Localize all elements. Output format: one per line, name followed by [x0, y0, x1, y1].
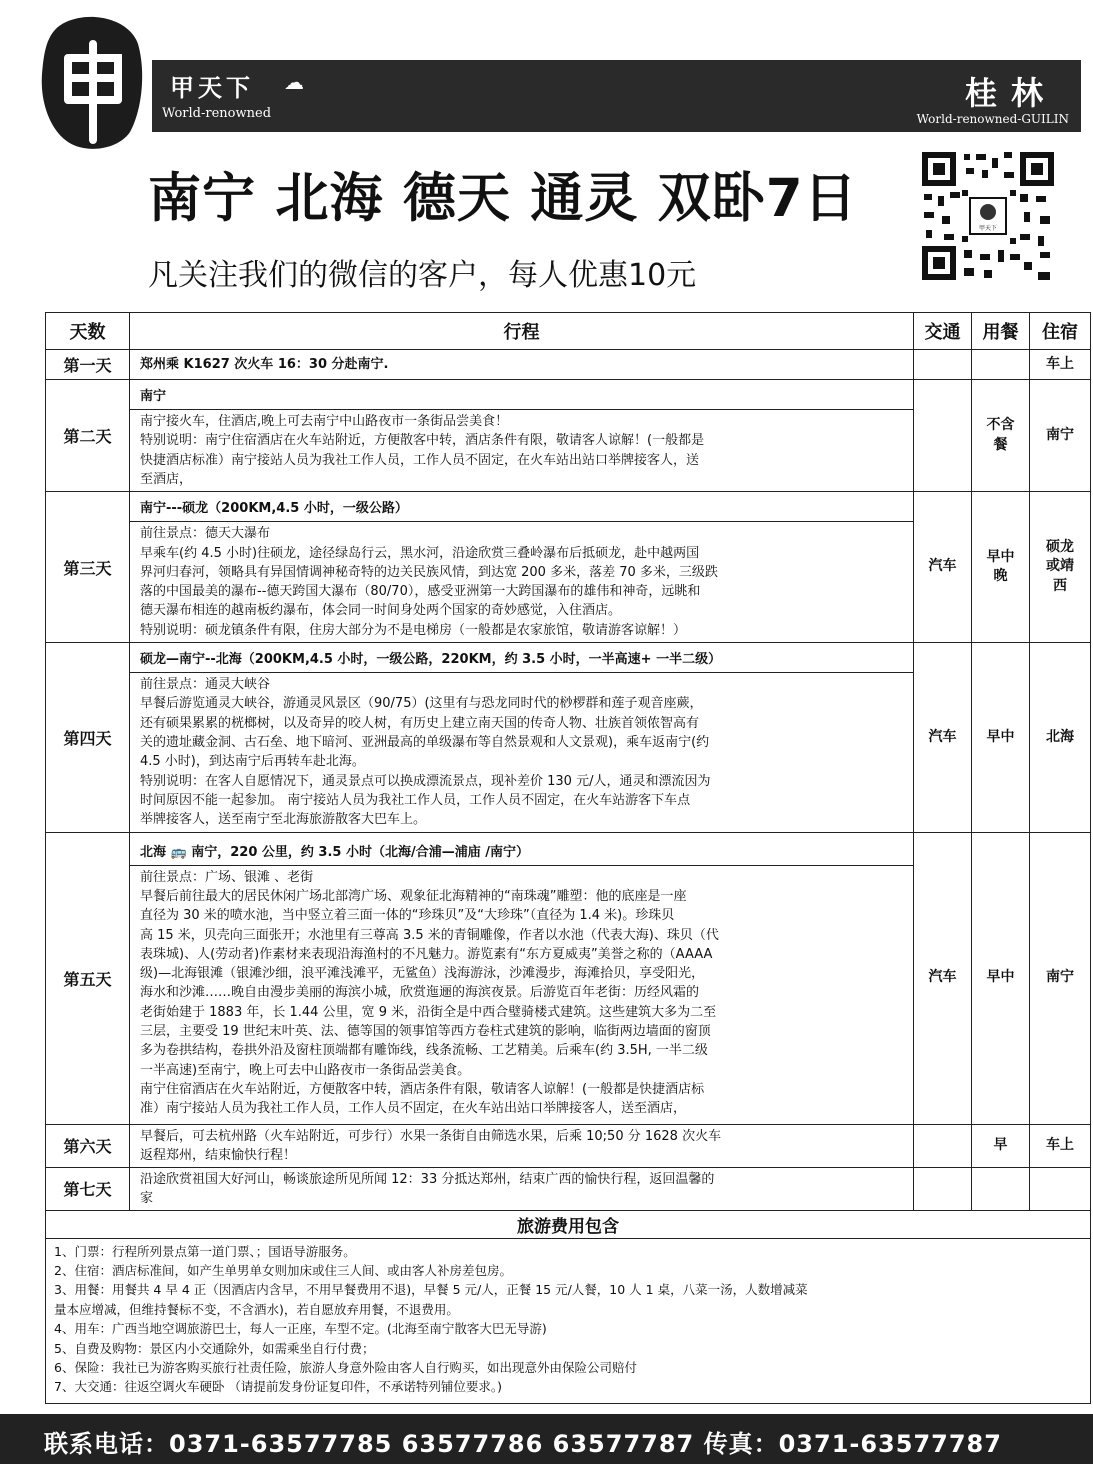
stay-cell: 南宁: [1030, 380, 1091, 492]
detail-line: 三层，主要受 19 世纪末叶英、法、德等国的领事馆等西方卷柱式建筑的影响，临街两边墙面的窗顶: [140, 1024, 711, 1039]
qr-code-icon: [920, 150, 1056, 282]
route-detail: [130, 410, 913, 491]
qr-center-label: 甲天下: [978, 225, 998, 232]
stay-cell: 硕龙或靖西: [1030, 492, 1091, 643]
fee-section-title: 旅游费用包含: [46, 1210, 1091, 1238]
meal-cell: 早中: [972, 832, 1030, 1124]
fee-item: 4、用车：广西当地空调旅游巴士，每人一正座，车型不定。(北海至南宁散客大巴无导游): [54, 1321, 547, 1337]
detail-line: 返程郑州，结束愉快行程！: [140, 1147, 297, 1163]
meal-cell: 早中晚: [972, 492, 1030, 643]
fee-item: 7、大交通：往返空调火车硬卧 （请提前发身份证复印件，不承诺特列铺位要求。): [54, 1379, 503, 1395]
transport-cell: [914, 1167, 972, 1210]
fee-list-row: [46, 1238, 1091, 1403]
detail-line: 特别说明：南宁住宿酒店在火车站附近，方便散客中转，酒店条件有限，敬请客人谅解！(一般都是: [140, 433, 705, 449]
detail-line: 早餐后前往最大的居民休闲广场北部湾广场、观象征北海精神的“南珠魂”雕塑：他的底座是一座: [140, 888, 687, 904]
route-detail: [130, 1125, 913, 1167]
day-label: 第六天: [46, 1124, 130, 1167]
route-cell: [130, 643, 914, 832]
table-row: [46, 492, 1091, 643]
day-label: 第四天: [46, 643, 130, 832]
stay-cell: 北海: [1030, 643, 1091, 832]
table-row: [46, 350, 1091, 380]
detail-line: 一半高速)至南宁，晚上可去中山路夜市一条街品尝美食。: [140, 1062, 471, 1078]
meal-cell: 早: [972, 1124, 1030, 1167]
fee-item: 6、保险：我社已为游客购买旅行社责任险，旅游人身意外险由客人自行购买，如出现意外由保险公司赔付: [54, 1360, 637, 1375]
meal-cell: [972, 350, 1030, 380]
table-row: [46, 380, 1091, 492]
detail-line: 南宁接火车，住酒店,晚上可去南宁中山路夜市一条街品尝美食！: [140, 414, 509, 429]
stay-cell: 车上: [1030, 1124, 1091, 1167]
transport-cell: [914, 380, 972, 492]
column-header-route: 行程: [130, 313, 914, 350]
route-detail: [130, 1168, 913, 1210]
route-title: 硕龙—南宁--北海（200KM,4.5 小时，一级公路，220KM，约 3.5 小时，一半高速+ 一半二级）: [130, 643, 913, 673]
detail-line: 家: [140, 1190, 154, 1206]
transport-cell: [914, 350, 972, 380]
itinerary-table: [45, 312, 1091, 1404]
detail-line: 早餐后，可去杭州路（火车站附近，可步行）水果一条街自由筛选水果，后乘 10;50 分 1628 次火车: [140, 1128, 722, 1144]
table-row: [46, 1167, 1091, 1210]
detail-line: 前往景点：广场、银滩 、老街: [140, 869, 314, 885]
page-title: 南宁 北海 德天 通灵 双卧7日: [148, 168, 858, 229]
detail-line: 准）南宁接站人员为我社工作人员，工作人员不固定，在火车站出站口举牌接客人，送至酒店，: [140, 1101, 687, 1117]
column-header-meal: 用餐: [972, 313, 1030, 350]
brand-name: 甲天下: [170, 74, 254, 102]
transport-cell: 汽车: [914, 832, 972, 1124]
transport-cell: [914, 1124, 972, 1167]
detail-line: 海水和沙滩……晚自由漫步美丽的海滨小城，欣赏迤逦的海滨夜景。后游览百年老街：历经风霜的: [140, 985, 700, 1001]
detail-line: 4.5 小时)，到达南宁后再转车赴北海。: [140, 754, 365, 770]
route-cell: [130, 832, 914, 1124]
fee-item: 2、住宿：酒店标准间，如产生单男单女则加床或住三人间、或由客人补房差包房。: [54, 1262, 512, 1278]
promo-subtitle: 凡关注我们的微信的客户，每人优惠10元: [148, 258, 697, 293]
detail-line: 举牌接客人，送至南宁至北海旅游散客大巴车上。: [140, 812, 427, 828]
detail-line: 快捷酒店标准）南宁接站人员为我社工作人员，工作人员不固定，在火车站出站口举牌接客人，送: [140, 452, 700, 468]
detail-line: 德天瀑布相连的越南板约瀑布，体会同一时间身处两个国家的奇妙感觉，入住酒店。: [140, 603, 622, 619]
route-cell: [130, 1167, 914, 1210]
stay-cell: 车上: [1030, 350, 1091, 380]
detail-line: 表珠城)、人(劳动者)作素材来表现沿海渔村的不凡魅力。游览素有“东方夏威夷”美誉之称的（AAAA: [140, 946, 713, 962]
detail-line: 前往景点：通灵大峡谷: [140, 677, 271, 693]
cloud-icon: ☁: [284, 70, 304, 94]
detail-line: 高 15 米，贝壳向三面张开；水池里有三尊高 3.5 米的青铜雕像，作者以水池（代表大海)、珠贝（代: [140, 927, 719, 943]
detail-line: 南宁住宿酒店在火车站附近，方便散客中转，酒店条件有限，敬请客人谅解！(一般都是快捷酒店标: [140, 1081, 705, 1097]
transport-cell: 汽车: [914, 643, 972, 832]
detail-line: 关的遗址藏金洞、古石垒、地下暗河、亚洲最高的单级瀑布等自然景观和人文景观)，乘车返南宁(约: [140, 735, 710, 751]
route-cell: [130, 492, 914, 643]
detail-line: 多为卷拱结构，卷拱外沿及窗柱顶端都有雕饰线，线条流畅、工艺精美。后乘车(约 3.5H, 一半二级: [140, 1043, 708, 1059]
route-title: 北海 🚌 南宁，220 公里，约 3.5 小时（北海/合浦—浦庙 /南宁）: [130, 836, 913, 866]
detail-line: 前往景点：德天大瀑布: [140, 526, 271, 542]
fee-item: 量本应增减，但维持餐标不变，不含酒水)，若自愿放弃用餐，不退费用。: [54, 1301, 459, 1317]
fee-item: 1、门票：行程所列景点第一道门票、；国语导游服务。: [54, 1243, 356, 1259]
route-detail: [130, 673, 913, 831]
day-label: 第二天: [46, 380, 130, 492]
route-detail: [130, 866, 913, 1121]
table-header-row: [46, 313, 1091, 350]
route-title: 南宁---硕龙（200KM,4.5 小时，一级公路）: [130, 492, 913, 522]
detail-line: 老街始建于 1883 年，长 1.44 公里，宽 9 米，沿街全是中西合璧骑楼式建筑。这些建筑大多为二至: [140, 1004, 717, 1020]
detail-line: 特别说明：硕龙镇条件有限，住房大部分为不是电梯房（一般都是农家旅馆，敬请游客谅解！）: [140, 622, 687, 638]
detail-line: 早餐后游览通灵大峡谷，游通灵风景区（90/75）(这里有与恐龙同时代的桫椤群和莲子观音座蕨，: [140, 696, 703, 712]
day-label: 第五天: [46, 832, 130, 1124]
route-cell: [130, 380, 914, 492]
detail-line: 直径为 30 米的喷水池，当中竖立着三面一体的“珍珠贝”及“大珍珠”（直径为 1.4 米)。珍珠贝: [140, 908, 675, 924]
day-label: 第一天: [46, 350, 130, 380]
route-text: 郑州乘 K1627 次火车 16：30 分赴南宁.: [140, 357, 389, 372]
fee-list: [46, 1238, 1091, 1403]
route-detail: [130, 522, 913, 642]
column-header-stay: 住宿: [1030, 313, 1091, 350]
detail-line: 落的中国最美的瀑布--德天跨国大瀑布（80/70），感受亚洲第一大跨国瀑布的雄伟和神奇，远眺和: [140, 584, 701, 600]
table-row: [46, 643, 1091, 832]
detail-line: 至酒店，: [140, 471, 193, 487]
stay-cell: [1030, 1167, 1091, 1210]
header: [12, 14, 1081, 132]
detail-line: 时间原因不能一起参加。 南宁接站人员为我社工作人员，工作人员不固定，在火车站游客下车点: [140, 792, 691, 808]
day-label: 第七天: [46, 1167, 130, 1210]
city-name: 桂林: [964, 74, 1057, 112]
contact-info: 联系电话：0371-63577785 63577786 63577787 传真：0371-63577787: [44, 1430, 1002, 1458]
column-header-day: 天数: [46, 313, 130, 350]
route-cell: [130, 350, 914, 380]
table-row: [46, 832, 1091, 1124]
detail-line: 特别说明：在客人自愿情况下，通灵景点可以换成漂流景点，现补差价 130 元/人，通灵和漂流因为: [140, 773, 711, 789]
table-row: [46, 1124, 1091, 1167]
fee-title-row: [46, 1210, 1091, 1238]
fee-item: 3、用餐：用餐共 4 早 4 正（因酒店内含早，不用早餐费用不退)，早餐 5 元/人，正餐 15 元/人餐，10 人 1 桌，八菜一汤，人数增减菜: [54, 1282, 808, 1298]
meal-cell: [972, 1167, 1030, 1210]
meal-cell: 不含餐: [972, 380, 1030, 492]
header-bar: [152, 60, 1081, 132]
detail-line: 界河归春河，领略具有异国情调神秘奇特的边关民族风情，到达宽 200 多米，落差 70 多米，三级跌: [140, 564, 718, 580]
transport-cell: 汽车: [914, 492, 972, 643]
city-slogan: World-renowned-GUILIN: [916, 112, 1069, 126]
detail-line: 还有硕果累累的桄榔树，以及奇异的咬人树，有历史上建立南天国的传奇人物、壮族首领侬智高有: [140, 715, 700, 731]
fee-item: 5、自费及购物：景区内小交通除外，如需乘坐自行付费；: [54, 1340, 375, 1356]
day-label: 第三天: [46, 492, 130, 643]
meal-cell: 早中: [972, 643, 1030, 832]
column-header-transport: 交通: [914, 313, 972, 350]
route-cell: [130, 1124, 914, 1167]
detail-line: 早乘车(约 4.5 小时)往硕龙，途径绿岛行云，黑水河，沿途欣赏三叠岭瀑布后抵硕龙，赴中越两国: [140, 545, 700, 561]
detail-line: 级)—北海银滩（银滩沙细，浪平滩浅滩平，无鲨鱼）浅海游泳，沙滩漫步，海滩拾贝，享受阳光，: [140, 966, 705, 982]
logo-stone-icon: [38, 14, 146, 152]
route-title: 南宁: [130, 380, 913, 410]
brand-slogan: World-renowned: [162, 106, 272, 121]
detail-line: 沿途欣赏祖国大好河山，畅谈旅途所见所闻 12：33 分抵达郑州，结束广西的愉快行程，返回温馨的: [140, 1171, 715, 1187]
footer-bar: [0, 1414, 1093, 1464]
stay-cell: 南宁: [1030, 832, 1091, 1124]
